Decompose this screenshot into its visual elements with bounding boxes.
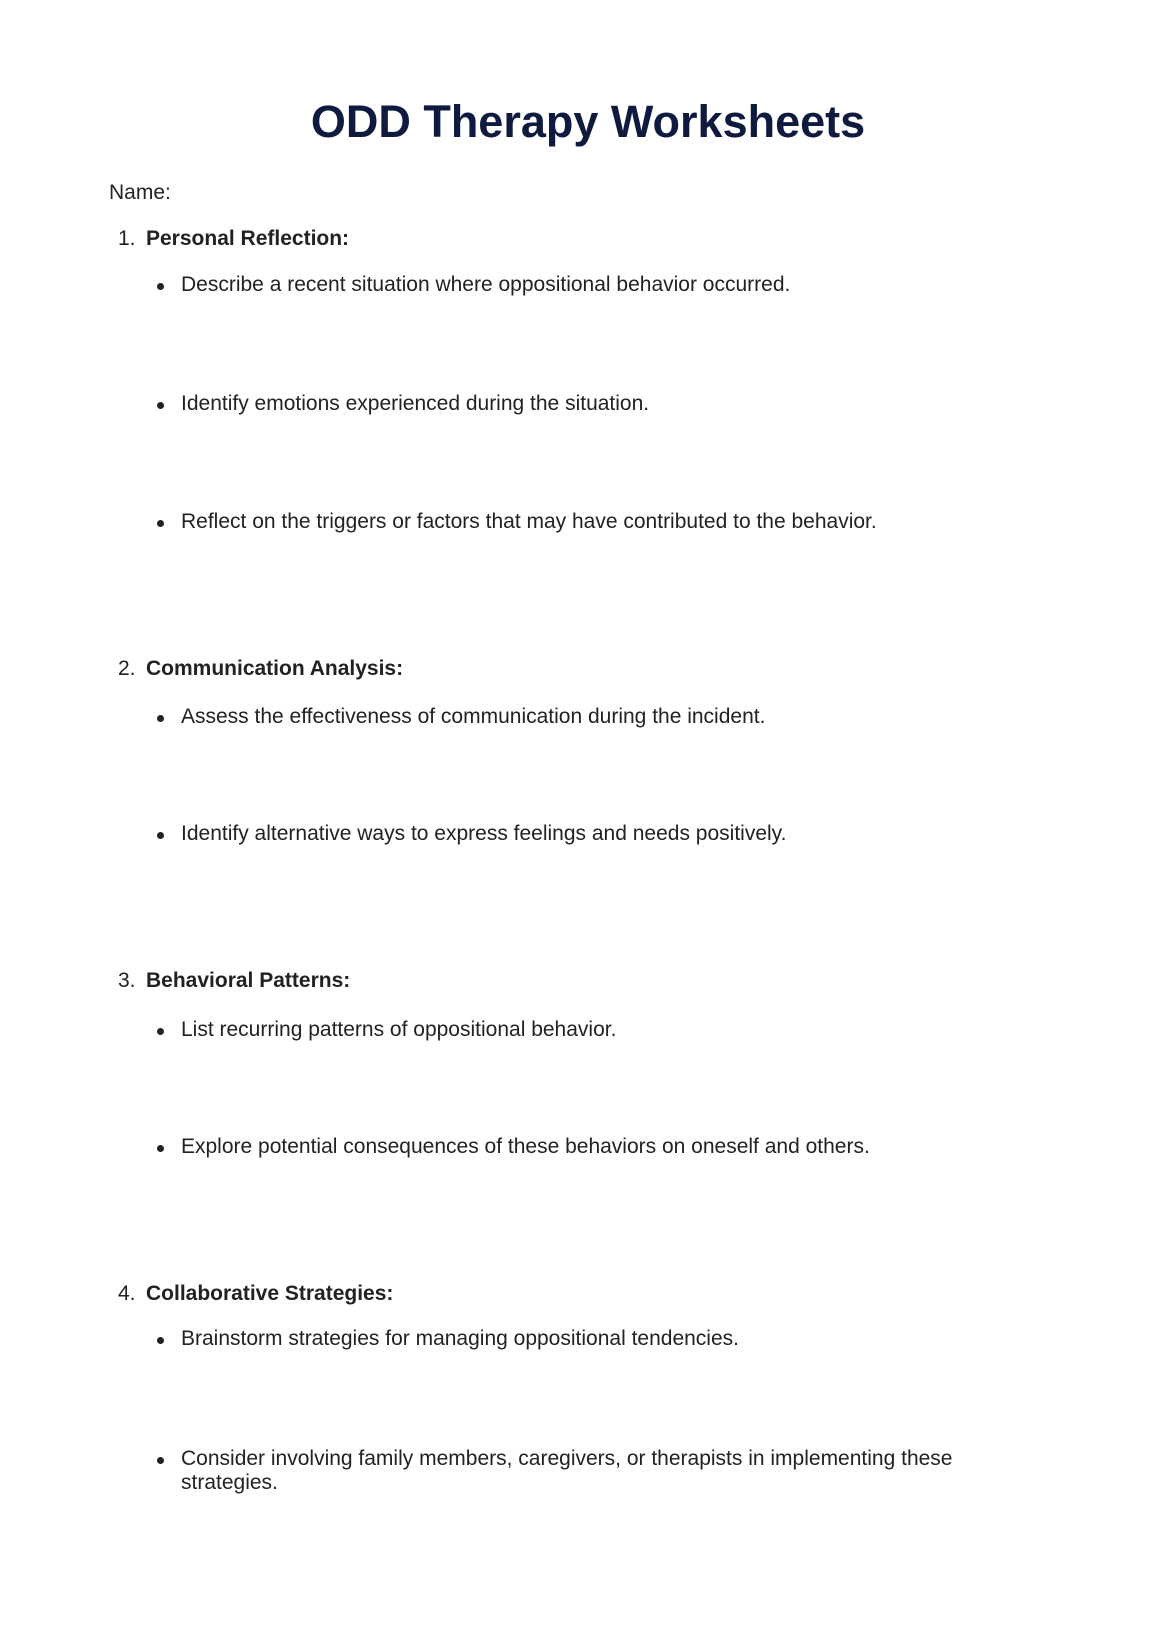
list-item: Identify emotions experienced during the situation. bbox=[181, 392, 650, 415]
bullet-icon bbox=[157, 1457, 164, 1464]
list-item: List recurring patterns of oppositional behavior. bbox=[181, 1018, 617, 1041]
section-heading: Behavioral Patterns: bbox=[146, 969, 351, 992]
section-heading: Communication Analysis: bbox=[146, 657, 404, 680]
bullet-icon bbox=[157, 832, 164, 839]
list-item: Identify alternative ways to express feelings and needs positively. bbox=[181, 822, 787, 845]
list-item: Reflect on the triggers or factors that may have contributed to the behavior. bbox=[181, 510, 877, 533]
list-item: Describe a recent situation where oppositional behavior occurred. bbox=[181, 273, 791, 296]
bullet-icon bbox=[157, 715, 164, 722]
section-number: 4. bbox=[118, 1282, 136, 1305]
bullet-icon bbox=[157, 1337, 164, 1344]
list-item: Consider involving family members, caregivers, or therapists in implementing these strategies. bbox=[181, 1447, 953, 1494]
bullet-icon bbox=[157, 402, 164, 409]
section-heading: Personal Reflection: bbox=[146, 227, 350, 250]
name-label: Name: bbox=[109, 181, 171, 204]
section-heading: Collaborative Strategies: bbox=[146, 1282, 394, 1305]
bullet-icon bbox=[157, 1145, 164, 1152]
section-number: 2. bbox=[118, 657, 136, 680]
list-item: Brainstorm strategies for managing oppositional tendencies. bbox=[181, 1327, 739, 1350]
bullet-icon bbox=[157, 283, 164, 290]
section-number: 3. bbox=[118, 969, 136, 992]
bullet-icon bbox=[157, 520, 164, 527]
page-title: ODD Therapy Worksheets bbox=[310, 96, 866, 147]
bullet-icon bbox=[157, 1028, 164, 1035]
list-item: Explore potential consequences of these behaviors on oneself and others. bbox=[181, 1135, 870, 1158]
section-number: 1. bbox=[118, 227, 136, 250]
list-item: Assess the effectiveness of communication during the incident. bbox=[181, 705, 766, 728]
